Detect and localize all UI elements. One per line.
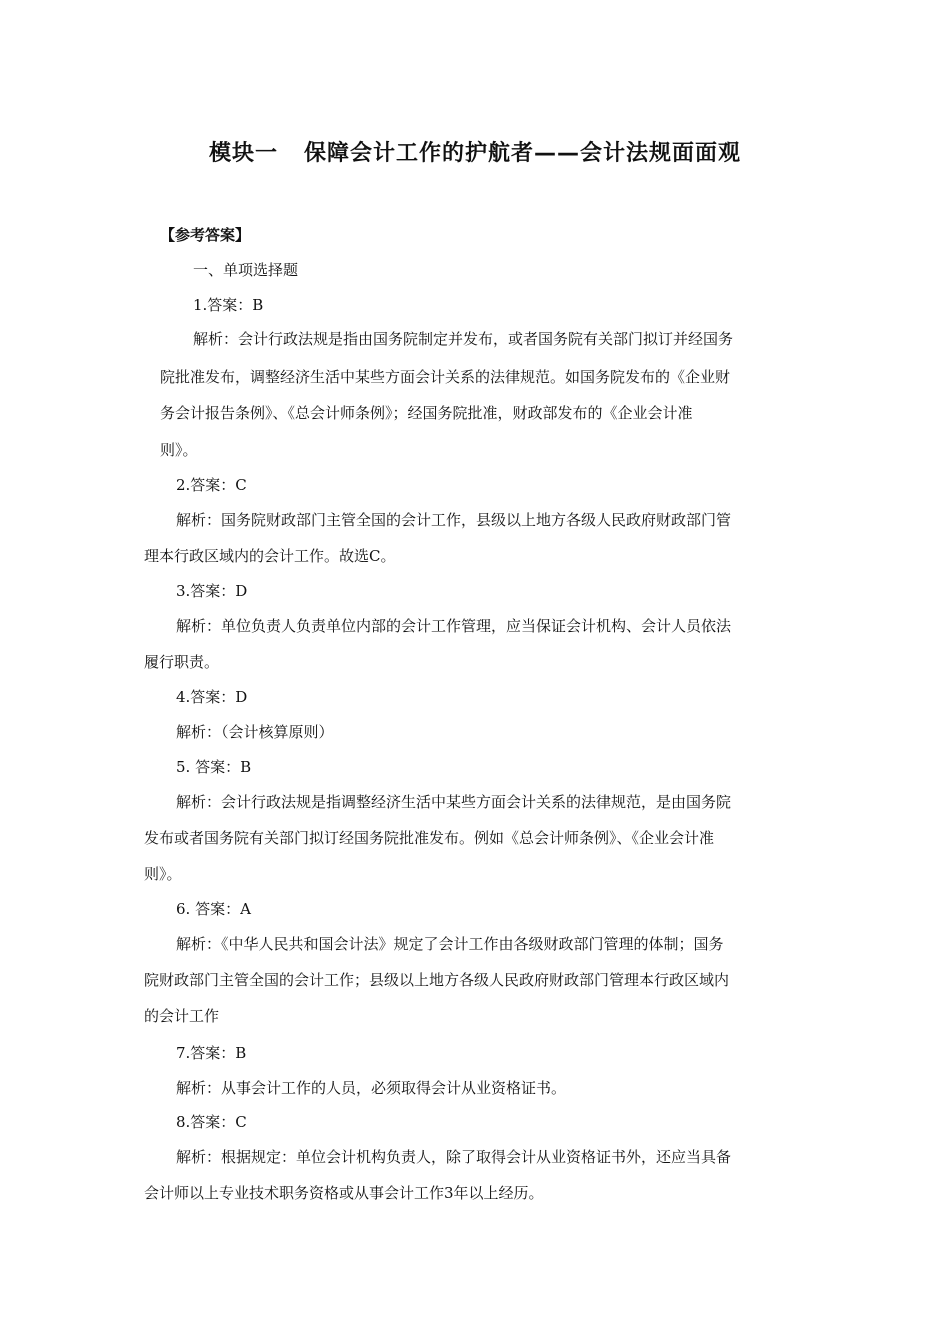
answer-5: 5. 答案：B <box>176 758 252 776</box>
explanation-6-line-2: 院财政部门主管全国的会计工作；县级以上地方各级人民政府财政部门管理本行政区域内 <box>144 971 730 989</box>
explanation-1-line-3: 务会计报告条例》、《总会计师条例》；经国务院批准，财政部发布的《企业会计准 <box>160 404 693 422</box>
explanation-2-line-1: 解析：国务院财政部门主管全国的会计工作，县级以上地方各级人民政府财政部门管 <box>176 511 732 529</box>
explanation-4-line-1: 解析：（会计核算原则） <box>176 723 334 741</box>
explanation-3-line-2: 履行职责。 <box>144 653 220 671</box>
explanation-3-line-1: 解析：单位负责人负责单位内部的会计工作管理，应当保证会计机构、会计人员依法 <box>176 617 732 635</box>
explanation-5-line-3: 则》。 <box>144 865 182 883</box>
explanation-2-line-2: 理本行政区域内的会计工作。故选C。 <box>144 547 396 565</box>
explanation-8-line-1: 解析：根据规定：单位会计机构负责人，除了取得会计从业资格证书外，还应当具备 <box>176 1148 732 1166</box>
explanation-6-line-1: 解析：《中华人民共和国会计法》规定了会计工作由各级财政部门管理的体制；国务 <box>176 935 724 953</box>
explanation-5-line-1: 解析：会计行政法规是指调整经济生活中某些方面会计关系的法律规范，是由国务院 <box>176 793 732 811</box>
explanation-8-line-2: 会计师以上专业技术职务资格或从事会计工作3年以上经历。 <box>144 1184 544 1202</box>
explanation-1-line-2: 院批准发布，调整经济生活中某些方面会计关系的法律规范。如国务院发布的《企业财 <box>160 368 731 386</box>
explanation-1-line-4: 则》。 <box>160 441 198 459</box>
page-title: 模块一 保障会计工作的护航者——会计法规面面观 <box>209 141 741 166</box>
answer-4: 4.答案：D <box>176 688 248 706</box>
answer-2: 2.答案：C <box>176 476 247 494</box>
explanation-6-line-3: 的会计工作 <box>144 1007 220 1025</box>
reference-answer-heading: 【参考答案】 <box>160 226 251 244</box>
section-heading: 一、单项选择题 <box>193 261 299 279</box>
explanation-7-line-1: 解析：从事会计工作的人员，必须取得会计从业资格证书。 <box>176 1079 567 1097</box>
answer-3: 3.答案：D <box>176 582 248 600</box>
explanation-1-line-1: 解析：会计行政法规是指由国务院制定并发布，或者国务院有关部门拟订并经国务 <box>193 330 734 348</box>
explanation-5-line-2: 发布或者国务院有关部门拟订经国务院批准发布。例如《总会计师条例》、《企业会计准 <box>144 829 715 847</box>
answer-6: 6. 答案：A <box>176 900 251 918</box>
answer-8: 8.答案：C <box>176 1113 247 1131</box>
answer-7: 7.答案：B <box>176 1044 247 1062</box>
answer-1: 1.答案：B <box>193 296 264 314</box>
